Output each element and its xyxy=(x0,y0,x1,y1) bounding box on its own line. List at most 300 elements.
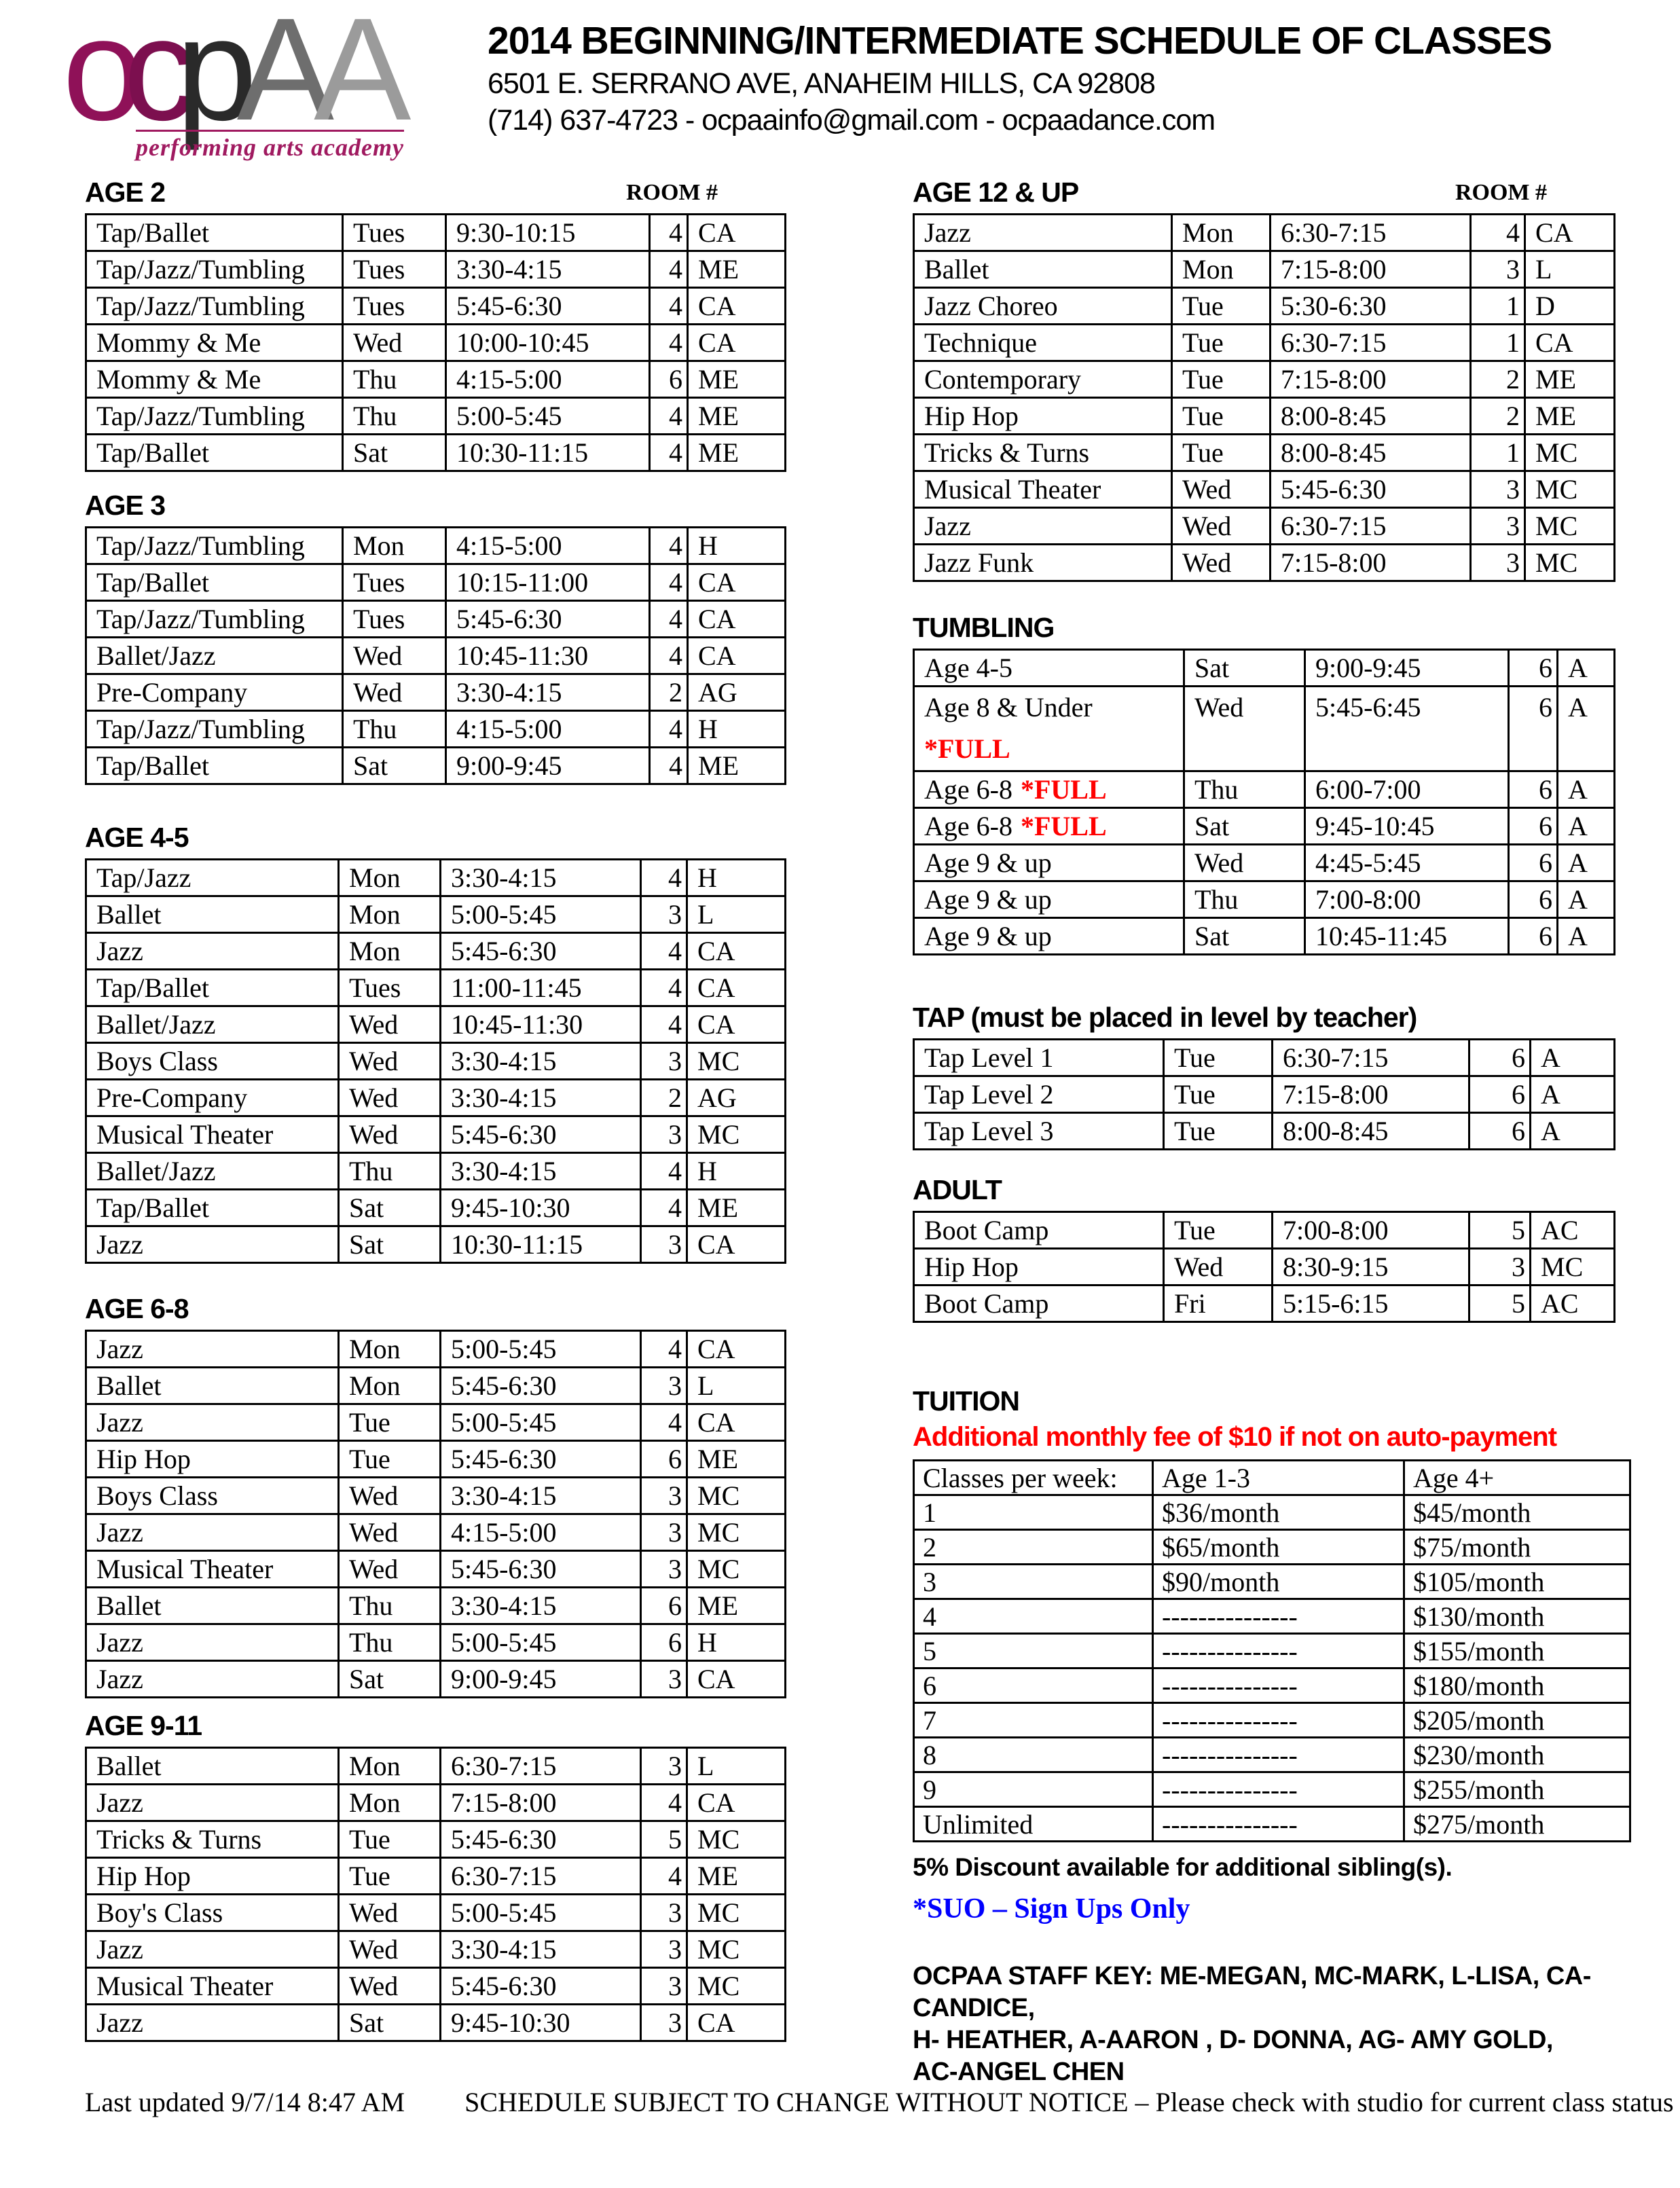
schedule-row xyxy=(914,845,1615,881)
day-cell: Tue xyxy=(1164,1212,1273,1249)
class-cell: Ballet xyxy=(86,1748,339,1785)
age-1-3-price-cell: $65/month xyxy=(1153,1530,1404,1565)
time-cell: 5:45-6:30 xyxy=(441,1968,641,2005)
staff-key-line: AC-ANGEL CHEN xyxy=(913,2058,1125,2086)
level-cell: 3 xyxy=(641,896,687,933)
time-cell: 4:15-5:00 xyxy=(446,361,650,398)
time-cell: 6:30-7:15 xyxy=(441,1748,641,1785)
section-tap xyxy=(913,1002,1613,1150)
time-cell: 3:30-4:15 xyxy=(441,1043,641,1080)
day-cell: Sat xyxy=(339,1190,441,1226)
room-number-label: ROOM # xyxy=(625,180,718,205)
schedule-row xyxy=(86,564,786,601)
schedule-row xyxy=(86,638,786,674)
schedule-row xyxy=(86,1226,786,1263)
room-cell: MC xyxy=(1525,471,1615,508)
room-cell: A xyxy=(1531,1076,1615,1113)
day-cell: Tue xyxy=(1164,1076,1273,1113)
time-cell: 9:45-10:30 xyxy=(441,2005,641,2041)
time-cell: 4:45-5:45 xyxy=(1305,845,1509,881)
class-cell: Tap/Jazz/Tumbling xyxy=(86,251,343,288)
class-cell: Age 9 & up xyxy=(914,918,1184,955)
time-cell: 5:45-6:30 xyxy=(446,288,650,325)
class-cell: Hip Hop xyxy=(914,1249,1164,1286)
time-cell: 5:00-5:45 xyxy=(441,1331,641,1368)
level-cell: 4 xyxy=(641,933,687,970)
section-header xyxy=(913,1002,1613,1032)
staff-key xyxy=(913,1961,1613,2088)
day-cell: Tues xyxy=(343,251,446,288)
time-cell: 10:15-11:00 xyxy=(446,564,650,601)
level-cell: 4 xyxy=(650,601,688,638)
room-cell: MC xyxy=(687,1895,786,1931)
room-cell: AC xyxy=(1531,1286,1615,1322)
time-cell: 3:30-4:15 xyxy=(441,1931,641,1968)
level-cell: 4 xyxy=(641,970,687,1006)
full-badge: *FULL xyxy=(1020,811,1107,841)
level-cell: 6 xyxy=(641,1441,687,1478)
section-title: TAP (must be placed in level by teacher) xyxy=(913,1002,1417,1033)
day-cell: Tue xyxy=(1172,435,1271,471)
class-cell: Ballet xyxy=(86,896,339,933)
level-cell: 4 xyxy=(641,860,687,896)
level-cell: 4 xyxy=(650,435,688,471)
day-cell: Mon xyxy=(339,860,441,896)
day-cell: Tue xyxy=(339,1404,441,1441)
room-cell: MC xyxy=(1525,508,1615,545)
day-cell: Mon xyxy=(339,896,441,933)
tuition-header-cell: Classes per week: xyxy=(914,1461,1153,1495)
room-cell: CA xyxy=(688,564,786,601)
time-cell: 7:00-8:00 xyxy=(1305,881,1509,918)
schedule-row xyxy=(86,1895,786,1931)
section-header xyxy=(913,177,1613,207)
schedule-row xyxy=(914,650,1615,687)
day-cell: Thu xyxy=(343,361,446,398)
time-cell: 5:45-6:30 xyxy=(441,933,641,970)
time-cell: 6:30-7:15 xyxy=(1271,215,1471,251)
room-cell: CA xyxy=(687,933,786,970)
room-cell: ME xyxy=(688,251,786,288)
schedule-row xyxy=(914,361,1615,398)
level-cell: 6 xyxy=(641,1588,687,1624)
time-cell: 7:15-8:00 xyxy=(441,1785,641,1821)
section-title: AGE 9-11 xyxy=(85,1710,202,1741)
room-cell: ME xyxy=(688,361,786,398)
age-4plus-price-cell: $45/month xyxy=(1404,1495,1630,1530)
room-cell: D xyxy=(1525,288,1615,325)
tuition-table xyxy=(913,1459,1631,1842)
time-cell: 3:30-4:15 xyxy=(441,1478,641,1514)
day-cell: Mon xyxy=(339,1785,441,1821)
class-cell: Age 9 & up xyxy=(914,881,1184,918)
room-cell: MC xyxy=(687,1116,786,1153)
level-cell: 4 xyxy=(641,1006,687,1043)
schedule-row xyxy=(86,1588,786,1624)
day-cell: Mon xyxy=(1172,251,1271,288)
level-cell: 5 xyxy=(1469,1286,1531,1322)
level-cell: 5 xyxy=(641,1821,687,1858)
left-column xyxy=(85,174,784,2042)
room-cell: A xyxy=(1558,650,1615,687)
schedule-row xyxy=(86,1006,786,1043)
schedule-row xyxy=(86,1968,786,2005)
day-cell: Wed xyxy=(1172,471,1271,508)
schedule-table-age-2 xyxy=(85,213,786,472)
time-cell: 8:00-8:45 xyxy=(1271,435,1471,471)
section-header xyxy=(913,1175,1613,1205)
room-cell: A xyxy=(1558,687,1615,771)
schedule-row xyxy=(86,1551,786,1588)
age-4plus-price-cell: $275/month xyxy=(1404,1807,1630,1842)
room-cell: ME xyxy=(687,1858,786,1895)
level-cell: 4 xyxy=(1471,215,1525,251)
schedule-row xyxy=(86,1116,786,1153)
age-1-3-price-cell: $36/month xyxy=(1153,1495,1404,1530)
time-cell: 5:45-6:30 xyxy=(446,601,650,638)
schedule-table-age-3 xyxy=(85,526,786,785)
day-cell: Wed xyxy=(339,1514,441,1551)
class-cell: Hip Hop xyxy=(86,1858,339,1895)
schedule-row xyxy=(914,1249,1615,1286)
class-cell: Technique xyxy=(914,325,1172,361)
tuition-row xyxy=(914,1807,1630,1842)
schedule-row xyxy=(914,545,1615,581)
level-cell: 1 xyxy=(1471,435,1525,471)
tuition-row xyxy=(914,1495,1630,1530)
time-cell: 10:30-11:15 xyxy=(441,1226,641,1263)
schedule-row xyxy=(86,860,786,896)
day-cell: Wed xyxy=(339,1931,441,1968)
tuition-row xyxy=(914,1634,1630,1669)
level-cell: 4 xyxy=(641,1858,687,1895)
schedule-row xyxy=(86,1785,786,1821)
time-cell: 6:00-7:00 xyxy=(1305,771,1509,808)
level-cell: 3 xyxy=(1471,251,1525,288)
day-cell: Sat xyxy=(1184,650,1305,687)
section-tumbling xyxy=(913,613,1613,955)
level-cell: 3 xyxy=(641,1748,687,1785)
room-cell: L xyxy=(687,1748,786,1785)
class-cell: Ballet/Jazz xyxy=(86,1153,339,1190)
schedule-row xyxy=(914,881,1615,918)
day-cell: Thu xyxy=(339,1588,441,1624)
section-age-9-11 xyxy=(85,1711,784,2042)
room-cell: CA xyxy=(687,1006,786,1043)
day-cell: Thu xyxy=(343,711,446,748)
logo-tagline: performing arts academy xyxy=(136,130,404,162)
section-adult xyxy=(913,1175,1613,1323)
tuition-row xyxy=(914,1772,1630,1807)
class-cell: Tap/Jazz/Tumbling xyxy=(86,398,343,435)
room-cell: AC xyxy=(1531,1212,1615,1249)
schedule-row xyxy=(86,528,786,564)
level-cell: 6 xyxy=(1469,1076,1531,1113)
time-cell: 5:00-5:45 xyxy=(441,896,641,933)
section-age-6-8 xyxy=(85,1294,784,1698)
section-title: AGE 4-5 xyxy=(85,822,189,853)
level-cell: 3 xyxy=(641,1895,687,1931)
class-cell: Mommy & Me xyxy=(86,361,343,398)
schedule-table-tap xyxy=(913,1038,1615,1150)
class-cell: Jazz xyxy=(86,1404,339,1441)
day-cell: Wed xyxy=(339,1551,441,1588)
schedule-row xyxy=(86,288,786,325)
schedule-row xyxy=(86,1858,786,1895)
time-cell: 7:15-8:00 xyxy=(1271,251,1471,288)
room-cell: MC xyxy=(1525,435,1615,471)
room-cell: A xyxy=(1558,881,1615,918)
schedule-row xyxy=(86,435,786,471)
level-cell: 3 xyxy=(641,2005,687,2041)
time-cell: 10:00-10:45 xyxy=(446,325,650,361)
sibling-discount-note: 5% Discount available for additional sibling(s). xyxy=(913,1853,1453,1881)
time-cell: 8:00-8:45 xyxy=(1271,398,1471,435)
level-cell: 4 xyxy=(641,1190,687,1226)
schedule-table-tumbling xyxy=(913,649,1615,955)
level-cell: 3 xyxy=(1471,545,1525,581)
schedule-row xyxy=(914,771,1615,808)
level-cell: 6 xyxy=(1509,918,1558,955)
class-cell: Boys Class xyxy=(86,1478,339,1514)
schedule-table-adult xyxy=(913,1211,1615,1323)
room-cell: H xyxy=(687,1624,786,1661)
schedule-row xyxy=(86,1624,786,1661)
level-cell: 3 xyxy=(641,1226,687,1263)
day-cell: Wed xyxy=(1164,1249,1273,1286)
class-cell: Tricks & Turns xyxy=(914,435,1172,471)
class-cell: Jazz xyxy=(86,1785,339,1821)
day-cell: Wed xyxy=(339,1116,441,1153)
room-cell: ME xyxy=(687,1190,786,1226)
room-cell: MC xyxy=(687,1478,786,1514)
class-cell: Ballet/Jazz xyxy=(86,1006,339,1043)
class-cell: Boot Camp xyxy=(914,1286,1164,1322)
level-cell: 4 xyxy=(650,638,688,674)
room-cell: AG xyxy=(687,1080,786,1116)
full-badge: *FULL xyxy=(1020,774,1107,805)
level-cell: 3 xyxy=(641,1116,687,1153)
class-cell: Jazz xyxy=(914,215,1172,251)
classes-per-week-cell: 5 xyxy=(914,1634,1153,1669)
schedule-row xyxy=(86,1821,786,1858)
section-title: TUMBLING xyxy=(913,612,1055,643)
level-cell: 1 xyxy=(1471,325,1525,361)
schedule-table-age-12-up xyxy=(913,213,1615,582)
time-cell: 6:30-7:15 xyxy=(1271,508,1471,545)
section-title: AGE 3 xyxy=(85,490,166,521)
schedule-row xyxy=(86,1661,786,1698)
day-cell: Thu xyxy=(1184,881,1305,918)
class-cell: Pre-Company xyxy=(86,674,343,711)
studio-contact: (714) 637-4723 - ocpaainfo@gmail.com - ocpaadance.com xyxy=(488,104,1216,136)
schedule-row xyxy=(914,215,1615,251)
schedule-row xyxy=(914,1212,1615,1249)
schedule-row xyxy=(86,1153,786,1190)
day-cell: Sat xyxy=(1184,808,1305,845)
day-cell: Wed xyxy=(343,674,446,711)
level-cell: 3 xyxy=(1471,508,1525,545)
tuition-row xyxy=(914,1703,1630,1738)
day-cell: Tue xyxy=(339,1858,441,1895)
time-cell: 6:30-7:15 xyxy=(441,1858,641,1895)
schedule-row xyxy=(914,808,1615,845)
day-cell: Sat xyxy=(1184,918,1305,955)
time-cell: 5:45-6:45 xyxy=(1305,687,1509,771)
age-1-3-price-cell: --------------- xyxy=(1153,1703,1404,1738)
room-cell: CA xyxy=(688,215,786,251)
level-cell: 4 xyxy=(650,528,688,564)
day-cell: Mon xyxy=(339,933,441,970)
schedule-row xyxy=(86,325,786,361)
level-cell: 4 xyxy=(650,215,688,251)
level-cell: 6 xyxy=(1509,881,1558,918)
day-cell: Wed xyxy=(1172,545,1271,581)
class-cell: Musical Theater xyxy=(86,1551,339,1588)
classes-per-week-cell: 6 xyxy=(914,1669,1153,1703)
schedule-row xyxy=(914,471,1615,508)
day-cell: Mon xyxy=(339,1748,441,1785)
level-cell: 2 xyxy=(1471,361,1525,398)
time-cell: 5:00-5:45 xyxy=(441,1895,641,1931)
day-cell: Mon xyxy=(343,528,446,564)
time-cell: 5:45-6:30 xyxy=(441,1368,641,1404)
day-cell: Tue xyxy=(1172,288,1271,325)
level-cell: 3 xyxy=(641,1931,687,1968)
room-number-label: ROOM # xyxy=(1455,180,1547,205)
day-cell: Wed xyxy=(339,1080,441,1116)
schedule-row xyxy=(914,687,1615,771)
schedule-row xyxy=(914,508,1615,545)
room-cell: ME xyxy=(688,435,786,471)
room-cell: MC xyxy=(687,1968,786,2005)
class-cell: Jazz xyxy=(86,2005,339,2041)
room-cell: A xyxy=(1558,808,1615,845)
room-cell: CA xyxy=(687,1331,786,1368)
classes-per-week-cell: 8 xyxy=(914,1738,1153,1772)
level-cell: 3 xyxy=(641,1043,687,1080)
time-cell: 9:00-9:45 xyxy=(1305,650,1509,687)
level-cell: 3 xyxy=(1469,1249,1531,1286)
tuition-row xyxy=(914,1669,1630,1703)
section-header xyxy=(913,613,1613,642)
schedule-notice-text: SCHEDULE SUBJECT TO CHANGE WITHOUT NOTICE – Please check with studio for current class status xyxy=(464,2087,1674,2117)
level-cell: 6 xyxy=(650,361,688,398)
day-cell: Mon xyxy=(339,1331,441,1368)
section-title: AGE 2 xyxy=(85,177,166,208)
day-cell: Wed xyxy=(1184,687,1305,771)
class-cell: Musical Theater xyxy=(86,1968,339,2005)
time-cell: 5:45-6:30 xyxy=(441,1551,641,1588)
level-cell: 4 xyxy=(641,1785,687,1821)
time-cell: 9:45-10:30 xyxy=(441,1190,641,1226)
room-cell: L xyxy=(687,1368,786,1404)
class-cell: Jazz Choreo xyxy=(914,288,1172,325)
schedule-row xyxy=(914,288,1615,325)
class-cell: Jazz Funk xyxy=(914,545,1172,581)
day-cell: Sat xyxy=(339,1226,441,1263)
time-cell: 5:00-5:45 xyxy=(441,1624,641,1661)
time-cell: 3:30-4:15 xyxy=(446,251,650,288)
class-cell: Age 6-8 *FULL xyxy=(914,808,1184,845)
studio-address: 6501 E. SERRANO AVE, ANAHEIM HILLS, CA 92808 xyxy=(488,67,1155,100)
day-cell: Tue xyxy=(1172,398,1271,435)
classes-per-week-cell: 2 xyxy=(914,1530,1153,1565)
time-cell: 7:15-8:00 xyxy=(1273,1076,1469,1113)
level-cell: 3 xyxy=(641,1514,687,1551)
class-cell: Tap/Ballet xyxy=(86,435,343,471)
day-cell: Thu xyxy=(1184,771,1305,808)
age-1-3-price-cell: --------------- xyxy=(1153,1807,1404,1842)
class-cell: Boy's Class xyxy=(86,1895,339,1931)
day-cell: Sat xyxy=(339,1661,441,1698)
age-1-3-price-cell: --------------- xyxy=(1153,1772,1404,1807)
section-age-4-5 xyxy=(85,822,784,1264)
level-cell: 4 xyxy=(650,711,688,748)
room-cell: L xyxy=(687,896,786,933)
time-cell: 6:30-7:15 xyxy=(1273,1040,1469,1076)
schedule-row xyxy=(86,748,786,784)
room-cell: CA xyxy=(688,325,786,361)
classes-per-week-cell: 7 xyxy=(914,1703,1153,1738)
last-updated-text: Last updated 9/7/14 8:47 AM xyxy=(85,2087,405,2117)
schedule-row xyxy=(914,1113,1615,1150)
day-cell: Wed xyxy=(339,1006,441,1043)
time-cell: 5:15-6:15 xyxy=(1273,1286,1469,1322)
level-cell: 4 xyxy=(650,748,688,784)
class-cell: Tap Level 3 xyxy=(914,1113,1164,1150)
time-cell: 3:30-4:15 xyxy=(441,860,641,896)
time-cell: 5:45-6:30 xyxy=(441,1441,641,1478)
level-cell: 6 xyxy=(1509,808,1558,845)
room-cell: ME xyxy=(688,748,786,784)
schedule-row xyxy=(86,1931,786,1968)
level-cell: 3 xyxy=(641,1551,687,1588)
class-cell: Age 4-5 xyxy=(914,650,1184,687)
ocpaa-logo xyxy=(62,0,497,162)
schedule-table-age-4-5 xyxy=(85,858,786,1264)
time-cell: 6:30-7:15 xyxy=(1271,325,1471,361)
time-cell: 4:15-5:00 xyxy=(446,711,650,748)
room-cell: CA xyxy=(687,2005,786,2041)
room-cell: CA xyxy=(687,1226,786,1263)
class-cell: Jazz xyxy=(86,1661,339,1698)
class-cell: Tap/Jazz/Tumbling xyxy=(86,528,343,564)
document-header xyxy=(488,20,1552,136)
room-cell: H xyxy=(688,528,786,564)
schedule-row xyxy=(86,1368,786,1404)
room-cell: H xyxy=(688,711,786,748)
day-cell: Wed xyxy=(339,1478,441,1514)
time-cell: 5:00-5:45 xyxy=(441,1404,641,1441)
time-cell: 9:30-10:15 xyxy=(446,215,650,251)
schedule-row xyxy=(914,398,1615,435)
section-header xyxy=(85,490,784,520)
time-cell: 5:00-5:45 xyxy=(446,398,650,435)
day-cell: Tues xyxy=(343,564,446,601)
section-age-12-up xyxy=(913,177,1613,582)
time-cell: 4:15-5:00 xyxy=(441,1514,641,1551)
staff-key-line: H- HEATHER, A-AARON , D- DONNA, AG- AMY GOLD, xyxy=(913,2026,1553,2054)
time-cell: 11:00-11:45 xyxy=(441,970,641,1006)
schedule-row xyxy=(86,1043,786,1080)
room-cell: L xyxy=(1525,251,1615,288)
tuition-row xyxy=(914,1738,1630,1772)
class-cell: Age 6-8 *FULL xyxy=(914,771,1184,808)
section-age-2 xyxy=(85,177,784,472)
room-cell: CA xyxy=(688,601,786,638)
schedule-row xyxy=(914,251,1615,288)
